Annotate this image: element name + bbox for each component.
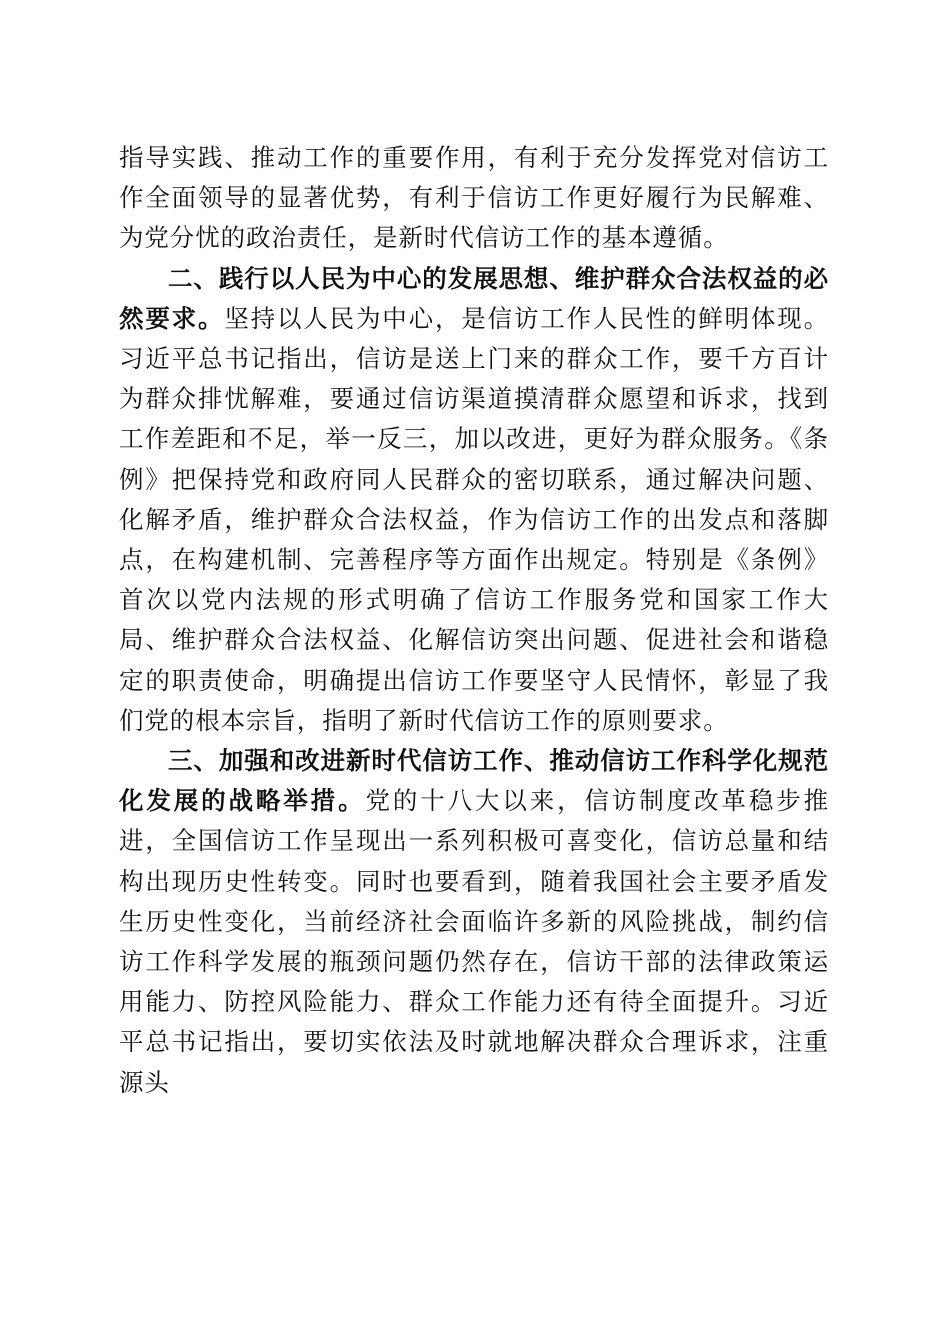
section-two-heading: 二、践行以人民为中心的发展思想、维护群众合法权益的必然要求。 bbox=[119, 263, 829, 333]
paragraph-continuation bbox=[119, 138, 829, 259]
section-three-text: 党的十八大以来，信访制度改革稳步推进，全国信访工作呈现出一系列积极可喜变化，信访总量和结构出现历史性转变。同时也要看到，随着我国社会主要矛盾发生历史性变化，当前经济社会面临许多新的风险挑战，制约信访工作科学发展的瓶颈问题仍然存在，信访干部的法律政策运用能力、防控风险能力、群众工作能力还有待全面提升。习近平总书记指出，要切实依法及时就地解决群众合理诉求，注重源头 bbox=[119, 786, 829, 1097]
paragraph-1-text: 指导实践、推动工作的重要作用，有利于充分发挥党对信访工作全面领导的显著优势，有利于信访工作更好履行为民解难、为党分忧的政治责任，是新时代信访工作的基本遵循。 bbox=[119, 143, 829, 253]
section-three-heading: 三、加强和改进新时代信访工作、推动信访工作科学化规范化发展的战略举措。 bbox=[119, 746, 829, 816]
paragraph-section-three bbox=[119, 741, 829, 1103]
document-body bbox=[119, 138, 829, 1103]
paragraph-section-two bbox=[119, 259, 829, 741]
section-two-text: 坚持以人民为中心，是信访工作人民性的鲜明体现。习近平总书记指出，信访是送上门来的群众工作，要千方百计为群众排忧解难，要通过信访渠道摸清群众愿望和诉求，找到工作差距和不足，举一反三，加以改进，更好为群众服务。《条例》把保持党和政府同人民群众的密切联系，通过解决问题、化解矛盾，维护群众合法权益，作为信访工作的出发点和落脚点，在构建机制、完善程序等方面作出规定。特别是《条例》首次以党内法规的形式明确了信访工作服务党和国家工作大局、维护群众合法权益、化解信访突出问题、促进社会和谐稳定的职责使命，明确提出信访工作要坚守人民情怀，彰显了我们党的根本宗旨，指明了新时代信访工作的原则要求。 bbox=[119, 303, 829, 735]
